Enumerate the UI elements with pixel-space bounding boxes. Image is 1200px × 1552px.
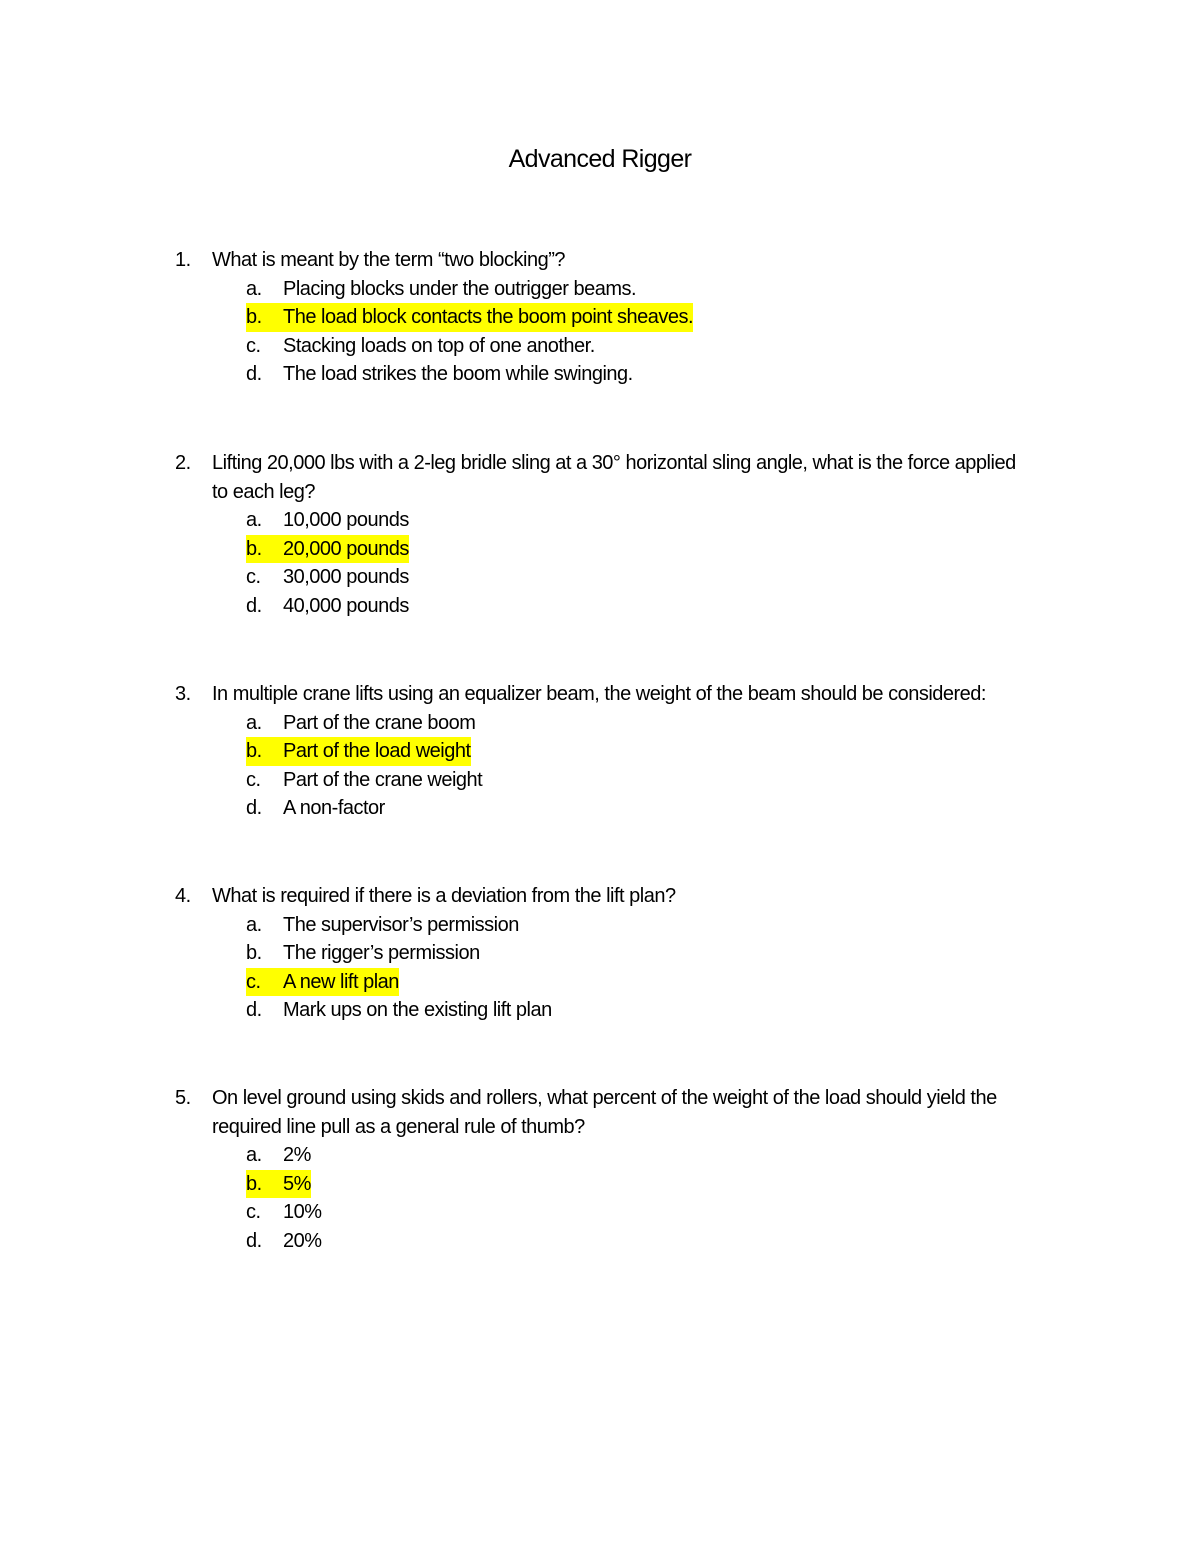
option-a (0, 506, 1200, 535)
option-text: 10,000 pounds (283, 509, 409, 531)
question-number: 5. (175, 1087, 191, 1109)
page-title: Advanced Rigger (508, 145, 692, 173)
option-text: 5% (283, 1172, 311, 1195)
option-letter: c. (246, 566, 261, 588)
option-letter: d. (246, 363, 262, 385)
answer-highlight (246, 1170, 311, 1199)
option-letter: a. (246, 711, 262, 734)
option-c (0, 766, 1200, 795)
question-text: In multiple crane lifts using an equalizer beam, the weight of the beam should be considered: (212, 683, 986, 705)
option-text: Stacking loads on top of one another. (283, 334, 595, 357)
question-stem (0, 1084, 1200, 1113)
option-a (0, 1141, 1200, 1170)
option-a (0, 709, 1200, 738)
question-number: 1. (175, 249, 191, 271)
option-b-correct (0, 535, 1200, 564)
option-letter: d. (246, 999, 262, 1021)
option-text: The rigger’s permission (283, 942, 480, 964)
question-text-line-1: Lifting 20,000 lbs with a 2-leg bridle sling at a 30° horizontal sling angle, what is the force applied (212, 452, 1016, 474)
option-text: The supervisor’s permission (283, 913, 519, 936)
question-text: What is meant by the term “two blocking”? (212, 249, 565, 271)
option-letter: b. (246, 306, 262, 328)
option-letter: c. (246, 334, 261, 357)
option-text: The load block contacts the boom point sheaves. (283, 306, 694, 328)
option-letter: b. (246, 537, 262, 560)
option-d (0, 360, 1200, 389)
question-stem (0, 246, 1200, 275)
option-letter: c. (246, 768, 261, 791)
answer-highlight (246, 535, 409, 564)
option-letter: a. (246, 1144, 262, 1166)
question-text-line-2: to each leg? (212, 480, 315, 503)
option-d (0, 592, 1200, 621)
question-text-line-2: required line pull as a general rule of thumb? (212, 1115, 585, 1138)
question-5 (0, 1084, 1200, 1255)
option-text: Part of the load weight (283, 740, 471, 762)
option-a (0, 275, 1200, 304)
question-2 (0, 449, 1200, 620)
question-stem-continued (0, 478, 1200, 507)
option-letter: c. (246, 970, 261, 993)
option-text: 20% (283, 1229, 322, 1252)
option-b (0, 939, 1200, 968)
option-text: The load strikes the boom while swinging. (283, 363, 633, 385)
answer-highlight (246, 968, 399, 997)
option-letter: b. (246, 1172, 262, 1195)
question-text: What is required if there is a deviation from the lift plan? (212, 885, 676, 907)
option-c (0, 1198, 1200, 1227)
option-letter: b. (246, 942, 262, 964)
question-number: 3. (175, 683, 191, 705)
option-letter: d. (246, 797, 262, 819)
option-c (0, 332, 1200, 361)
option-text: Part of the crane weight (283, 768, 483, 791)
option-b-correct (0, 1170, 1200, 1199)
option-text: A non-factor (283, 797, 385, 819)
option-letter: d. (246, 1229, 262, 1252)
option-text: Mark ups on the existing lift plan (283, 999, 552, 1021)
answer-highlight (246, 303, 693, 332)
option-text: 2% (283, 1144, 311, 1166)
option-c-correct (0, 968, 1200, 997)
option-d (0, 794, 1200, 823)
option-text: Placing blocks under the outrigger beams. (283, 277, 637, 300)
question-stem (0, 680, 1200, 709)
option-b-correct (0, 737, 1200, 766)
option-a (0, 911, 1200, 940)
question-1 (0, 246, 1200, 389)
option-letter: b. (246, 740, 262, 762)
question-stem (0, 449, 1200, 478)
option-text: 40,000 pounds (283, 594, 409, 617)
option-text: Part of the crane boom (283, 711, 476, 734)
option-c (0, 563, 1200, 592)
question-3 (0, 680, 1200, 823)
question-stem-continued (0, 1113, 1200, 1142)
option-letter: c. (246, 1201, 261, 1223)
option-text: 20,000 pounds (283, 537, 409, 560)
option-d (0, 1227, 1200, 1256)
question-4 (0, 882, 1200, 1025)
option-letter: d. (246, 594, 262, 617)
answer-highlight (246, 737, 471, 766)
option-text: A new lift plan (283, 970, 399, 993)
option-text: 10% (283, 1201, 322, 1223)
option-d (0, 996, 1200, 1025)
question-number: 4. (175, 885, 191, 907)
question-stem (0, 882, 1200, 911)
option-text: 30,000 pounds (283, 566, 409, 588)
option-letter: a. (246, 277, 262, 300)
option-letter: a. (246, 509, 262, 531)
question-text-line-1: On level ground using skids and rollers, what percent of the weight of the load should yield the (212, 1087, 997, 1109)
option-letter: a. (246, 913, 262, 936)
question-number: 2. (175, 452, 191, 474)
option-b-correct (0, 303, 1200, 332)
